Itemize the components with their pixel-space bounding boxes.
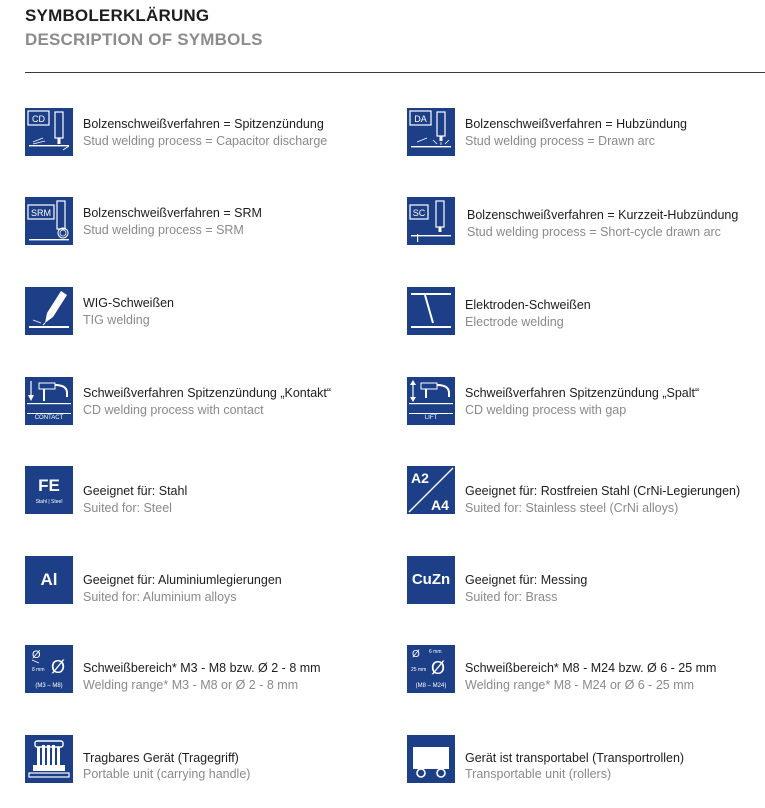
electrode-icon [407,287,455,335]
symbol-entry-transport-rollers [407,735,765,787]
symbol-label-de: Bolzenschweißverfahren = SRM [83,206,262,220]
symbol-label-en: Transportable unit (rollers) [465,767,612,781]
symbol-label-en: CD welding process with contact [83,403,264,417]
range-m8-m24-icon [407,645,455,693]
symbol-label-de: Bolzenschweißverfahren = Kurzzeit-Hubzündung [467,208,739,222]
al-icon [25,556,73,604]
symbol-label-de: Tragbares Gerät (Tragegriff) [83,751,239,765]
symbol-entry-electrode [407,287,765,339]
symbol-label-de: Schweißbereich* M3 - M8 bzw. Ø 2 - 8 mm [83,661,321,675]
svg-text:Ø: Ø [51,657,66,677]
symbol-entry-da [407,108,765,160]
symbol-entry-carrying-handle [25,735,385,787]
transport-rollers-icon [407,735,455,783]
svg-text:SC: SC [412,208,426,218]
svg-text:DA: DA [414,114,427,124]
svg-text:(M3 – M8): (M3 – M8) [35,683,63,689]
symbol-label-de: Gerät ist transportabel (Transportrollen) [465,751,685,765]
cd-icon [25,108,73,156]
header-divider [25,72,765,73]
fe-icon-text: FE [38,476,60,495]
contact-label: CONTACT [27,413,71,423]
da-icon [407,108,455,156]
symbol-entry-fe [25,466,385,518]
symbol-label-en: CD welding process with gap [465,403,627,417]
svg-text:A4: A4 [431,497,449,513]
svg-text:SRM: SRM [31,208,51,218]
page-title-de: SYMBOLERKLÄRUNG [25,6,210,25]
symbol-label-de: Geeignet für: Aluminiumlegierungen [83,573,282,587]
sc-icon [407,197,455,245]
fe-icon [25,466,73,514]
lift-icon [407,377,455,425]
symbol-label-de: Schweißverfahren Spitzenzündung „Kontakt“ [83,386,332,400]
symbol-label-de: Bolzenschweißverfahren = Hubzündung [465,117,688,131]
symbol-label-de: Bolzenschweißverfahren = Spitzenzündung [83,117,324,131]
symbol-label-en: Welding range* M3 - M8 or Ø 2 - 8 mm [83,678,299,692]
svg-text:25 mm: 25 mm [411,667,427,673]
svg-text:Ø: Ø [32,649,41,661]
symbol-label-en: Suited for: Aluminium alloys [83,590,237,604]
symbol-entry-al [25,556,385,608]
symbol-entry-range-m8-m24 [407,645,765,697]
symbol-entry-contact [25,377,385,429]
page-title-en: DESCRIPTION OF SYMBOLS [25,30,263,49]
svg-text:(M8 – M24): (M8 – M24) [415,683,447,689]
contact-icon [25,377,73,425]
symbol-entry-cuzn [407,556,765,608]
symbol-entry-srm [25,197,385,249]
symbol-label-en: Stud welding process = Drawn arc [465,134,656,148]
symbol-label-en: Electrode welding [465,315,564,329]
symbol-label-en: Stud welding process = Short-cycle drawn arc [467,225,721,239]
symbol-label-en: Suited for: Brass [465,590,558,604]
al-icon-text: Al [40,570,58,589]
lift-label: LIFT [409,413,453,423]
a2-a4-icon [407,466,455,514]
symbol-label-de: Geeignet für: Stahl [83,484,188,498]
symbol-label-de: Schweißverfahren Spitzenzündung „Spalt“ [465,386,700,400]
symbol-entry-range-m3-m8 [25,645,385,697]
svg-text:Ø: Ø [431,658,446,678]
symbol-label-en: Stud welding process = SRM [83,223,244,237]
srm-icon [25,197,73,245]
svg-text:6 mm: 6 mm [429,649,442,655]
tig-torch-icon [25,287,73,335]
symbol-label-en: Welding range* M8 - M24 or Ø 6 - 25 mm [465,678,695,692]
symbol-entry-tig [25,287,385,339]
symbol-entry-cd [25,108,385,160]
symbol-entry-a2-a4 [407,466,765,518]
symbol-label-de: WIG-Schweißen [83,296,174,310]
cuzn-icon [407,556,455,604]
symbol-label-de: Schweißbereich* M8 - M24 bzw. Ø 6 - 25 mm [465,661,717,675]
fe-icon-subtext: Stahl | Steel [35,499,63,505]
symbol-label-de: Geeignet für: Messing [465,573,588,587]
symbol-label-en: Portable unit (carrying handle) [83,767,251,781]
symbol-entry-lift [407,377,765,429]
symbol-label-en: Stud welding process = Capacitor discharge [83,134,328,148]
svg-text:Ø: Ø [412,649,420,660]
symbol-label-de: Geeignet für: Rostfreien Stahl (CrNi-Legierungen) [465,484,741,498]
svg-text:A2: A2 [411,470,429,486]
cuzn-icon-text: CuZn [411,571,451,588]
symbol-entry-sc [407,197,765,249]
svg-text:8 mm: 8 mm [32,667,45,673]
symbol-label-en: TIG welding [83,313,150,327]
svg-text:CD: CD [32,114,45,124]
range-m3-m8-icon [25,645,73,693]
symbol-label-de: Elektroden-Schweißen [465,298,591,312]
symbol-label-en: Suited for: Stainless steel (CrNi alloys) [465,501,679,515]
carrying-handle-icon [25,735,73,783]
symbol-label-en: Suited for: Steel [83,501,172,515]
